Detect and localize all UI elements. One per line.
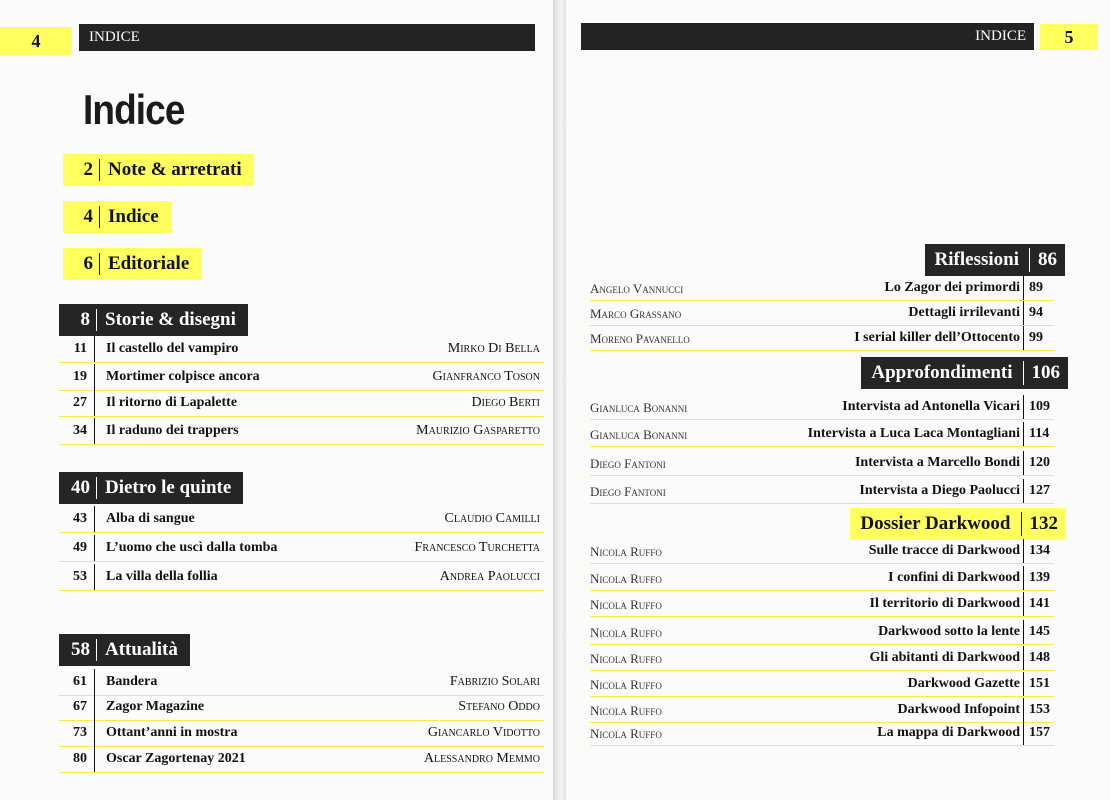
- entry-title: Il castello del vampiro: [106, 341, 239, 356]
- divider: [1023, 451, 1024, 475]
- entry-title: I serial killer dell’Ottocento: [854, 330, 1020, 345]
- entry-page: 53: [73, 569, 87, 584]
- entry-title: L’uomo che uscì dalla tomba: [106, 540, 278, 555]
- entry-page: 145: [1029, 624, 1050, 639]
- divider: [1023, 620, 1024, 644]
- entry-page: 134: [1029, 543, 1050, 558]
- entry-author: Francesco Turchetta: [414, 540, 540, 555]
- section-title: Dossier Darkwood: [860, 513, 1011, 534]
- entry-page: 109: [1029, 399, 1050, 414]
- entry-page: 2: [63, 159, 100, 181]
- section-title: Storie & disegni: [105, 309, 236, 330]
- entry-title: Lo Zagor dei primordi: [884, 280, 1020, 295]
- entry-page: 73: [73, 725, 87, 740]
- entry-author: Claudio Camilli: [444, 511, 540, 526]
- entry-page: 67: [73, 699, 87, 714]
- section-page: 8: [59, 309, 97, 331]
- entry-author: Gianluca Bonanni: [590, 427, 688, 442]
- divider: [94, 564, 95, 590]
- section-title: Approfondimenti: [871, 362, 1013, 383]
- entry-title: Sulle tracce di Darkwood: [868, 543, 1020, 558]
- entry-author: Nicola Ruffo: [590, 677, 662, 692]
- entry-author: Gianluca Bonanni: [590, 400, 688, 415]
- entry-author: Diego Fantoni: [590, 456, 666, 471]
- divider: [94, 390, 95, 416]
- header-bar: [581, 23, 1034, 50]
- entry-page: 80: [73, 751, 87, 766]
- divider: [1023, 326, 1024, 350]
- header-bar: [79, 24, 535, 51]
- divider: [1023, 539, 1024, 563]
- entry-author: Marco Grassano: [590, 306, 682, 321]
- entry-author: Stefano Oddo: [458, 699, 540, 714]
- entry-page: 157: [1029, 725, 1050, 740]
- entry-title: Alba di sangue: [106, 511, 195, 526]
- entry-title: I confini di Darkwood: [888, 570, 1020, 585]
- entry-title: Intervista a Marcello Bondi: [854, 455, 1020, 470]
- section-title: Attualità: [105, 639, 178, 660]
- toc-entry[interactable]: [590, 592, 1054, 617]
- entry-page: 153: [1029, 702, 1050, 717]
- section-title: Dietro le quinte: [105, 477, 232, 498]
- entry-author: Andrea Paolucci: [439, 569, 540, 584]
- entry-title: Il territorio di Darkwood: [869, 596, 1020, 611]
- divider: [1023, 276, 1024, 300]
- toc-entry[interactable]: [59, 746, 544, 773]
- page-number: 4: [0, 27, 72, 55]
- entry-title: Bandera: [106, 674, 158, 689]
- entry-author: Nicola Ruffo: [590, 571, 662, 586]
- entry-page: 120: [1029, 455, 1050, 470]
- entry-page: 148: [1029, 650, 1050, 665]
- entry-title: Darkwood Gazette: [907, 676, 1020, 691]
- entry-page: 89: [1029, 280, 1043, 295]
- entry-page: 99: [1029, 330, 1043, 345]
- toc-entry[interactable]: [59, 694, 544, 721]
- toc-entry[interactable]: [590, 326, 1054, 351]
- entry-title: Il ritorno di Lapalette: [106, 395, 238, 410]
- toc-entry[interactable]: [590, 422, 1054, 447]
- section-page: 40: [59, 477, 97, 499]
- entry-title: Zagor Magazine: [106, 699, 205, 714]
- entry-title: Mortimer colpisce ancora: [106, 369, 260, 384]
- entry-author: Nicola Ruffo: [590, 597, 662, 612]
- toc-entry[interactable]: [590, 646, 1054, 671]
- toc-entry[interactable]: [590, 276, 1054, 301]
- toc-entry[interactable]: [590, 395, 1054, 420]
- section-header[interactable]: [925, 244, 1065, 276]
- entry-author: Diego Fantoni: [590, 484, 666, 499]
- divider: [94, 746, 95, 772]
- divider: [1023, 721, 1024, 745]
- entry-page: 114: [1029, 426, 1050, 441]
- divider: [94, 418, 95, 444]
- entry-page: 6: [63, 253, 100, 275]
- toc-entry[interactable]: [590, 721, 1054, 746]
- entry-title: Darkwood sotto la lente: [878, 624, 1020, 639]
- entry-author: Giancarlo Vidotto: [427, 725, 540, 740]
- entry-author: Maurizio Gasparetto: [416, 423, 540, 438]
- entry-title: Indice: [108, 206, 159, 227]
- section-header[interactable]: [861, 357, 1068, 389]
- entry-author: Diego Berti: [471, 395, 540, 410]
- entry-author: Nicola Ruffo: [590, 651, 662, 666]
- section-page: 58: [59, 639, 97, 661]
- header-label: INDICE: [975, 28, 1026, 44]
- entry-author: Moreno Pavanello: [590, 331, 690, 346]
- entry-author: Angelo Vannucci: [590, 281, 684, 296]
- divider: [1023, 646, 1024, 670]
- entry-author: Nicola Ruffo: [590, 625, 662, 640]
- divider: [94, 506, 95, 532]
- entry-page: 127: [1029, 483, 1050, 498]
- divider: [94, 720, 95, 746]
- divider: [94, 669, 95, 695]
- divider: [1023, 422, 1024, 446]
- toc-entry[interactable]: [590, 672, 1054, 697]
- highlight-entry[interactable]: [63, 154, 254, 186]
- divider: [1023, 301, 1024, 325]
- entry-page: 19: [73, 369, 87, 384]
- toc-entry[interactable]: [590, 301, 1054, 326]
- divider: [1023, 566, 1024, 590]
- page-title: Indice: [83, 86, 185, 133]
- entry-page: 34: [73, 423, 87, 438]
- divider: [94, 535, 95, 561]
- entry-title: Note & arretrati: [108, 159, 242, 180]
- toc-entry[interactable]: [590, 539, 1054, 564]
- entry-title: Editoriale: [108, 253, 190, 274]
- entry-title: Intervista a Luca Laca Montagliani: [807, 426, 1020, 441]
- highlight-entry[interactable]: [63, 201, 171, 233]
- section-title: Riflessioni: [934, 249, 1019, 270]
- section-page: 86: [1029, 248, 1065, 272]
- entry-title: Intervista a Diego Paolucci: [859, 483, 1020, 498]
- entry-author: Mirko Di Bella: [447, 341, 540, 356]
- toc-entry[interactable]: [590, 566, 1054, 591]
- section-header[interactable]: [59, 634, 190, 666]
- entry-author: Nicola Ruffo: [590, 544, 662, 559]
- toc-entry[interactable]: [59, 390, 544, 417]
- entry-title: Il raduno dei trappers: [106, 423, 239, 438]
- divider: [94, 364, 95, 390]
- entry-page: 94: [1029, 305, 1043, 320]
- entry-title: Gli abitanti di Darkwood: [869, 650, 1020, 665]
- divider: [94, 694, 95, 720]
- toc-entry[interactable]: [590, 620, 1054, 645]
- section-page: 132: [1021, 512, 1067, 536]
- entry-title: La mappa di Darkwood: [877, 725, 1020, 740]
- entry-title: Ottant’anni in mostra: [106, 725, 238, 740]
- section-header[interactable]: [850, 508, 1066, 540]
- entry-title: Oscar Zagortenay 2021: [106, 751, 246, 766]
- divider: [1023, 698, 1024, 722]
- entry-author: Nicola Ruffo: [590, 703, 662, 718]
- toc-entry[interactable]: [59, 336, 544, 363]
- section-header[interactable]: [59, 304, 248, 336]
- toc-entry[interactable]: [59, 535, 544, 562]
- divider: [1023, 479, 1024, 503]
- header-label: INDICE: [89, 29, 140, 45]
- entry-title: La villa della follia: [106, 569, 218, 584]
- entry-page: 139: [1029, 570, 1050, 585]
- entry-author: Nicola Ruffo: [590, 726, 662, 741]
- entry-page: 4: [63, 206, 100, 228]
- entry-author: Gianfranco Toson: [432, 369, 540, 384]
- book-gutter: [553, 0, 566, 800]
- entry-author: Fabrizio Solari: [449, 674, 540, 689]
- toc-entry[interactable]: [59, 669, 544, 696]
- divider: [1023, 592, 1024, 616]
- divider: [94, 336, 95, 362]
- toc-entry[interactable]: [590, 451, 1054, 476]
- entry-page: 11: [73, 341, 87, 356]
- toc-entry[interactable]: [59, 564, 544, 591]
- toc-entry[interactable]: [59, 506, 544, 533]
- entry-page: 49: [73, 540, 87, 555]
- page-number: 5: [1040, 24, 1098, 50]
- entry-title: Darkwood Infopoint: [897, 702, 1020, 717]
- section-page: 106: [1023, 361, 1069, 385]
- entry-title: Intervista ad Antonella Vicari: [842, 399, 1020, 414]
- entry-page: 151: [1029, 676, 1050, 691]
- entry-page: 43: [73, 511, 87, 526]
- entry-page: 61: [73, 674, 87, 689]
- toc-entry[interactable]: [590, 698, 1054, 723]
- entry-title: Dettagli irrilevanti: [908, 305, 1020, 320]
- entry-author: Alessandro Memmo: [423, 751, 540, 766]
- entry-page: 141: [1029, 596, 1050, 611]
- toc-entry[interactable]: [590, 479, 1054, 504]
- divider: [1023, 395, 1024, 419]
- section-header[interactable]: [59, 472, 243, 504]
- toc-entry[interactable]: [59, 418, 544, 445]
- highlight-entry[interactable]: [63, 248, 201, 280]
- toc-entry[interactable]: [59, 364, 544, 391]
- left-page: [0, 0, 553, 800]
- entry-page: 27: [73, 395, 87, 410]
- toc-entry[interactable]: [59, 720, 544, 747]
- divider: [1023, 672, 1024, 696]
